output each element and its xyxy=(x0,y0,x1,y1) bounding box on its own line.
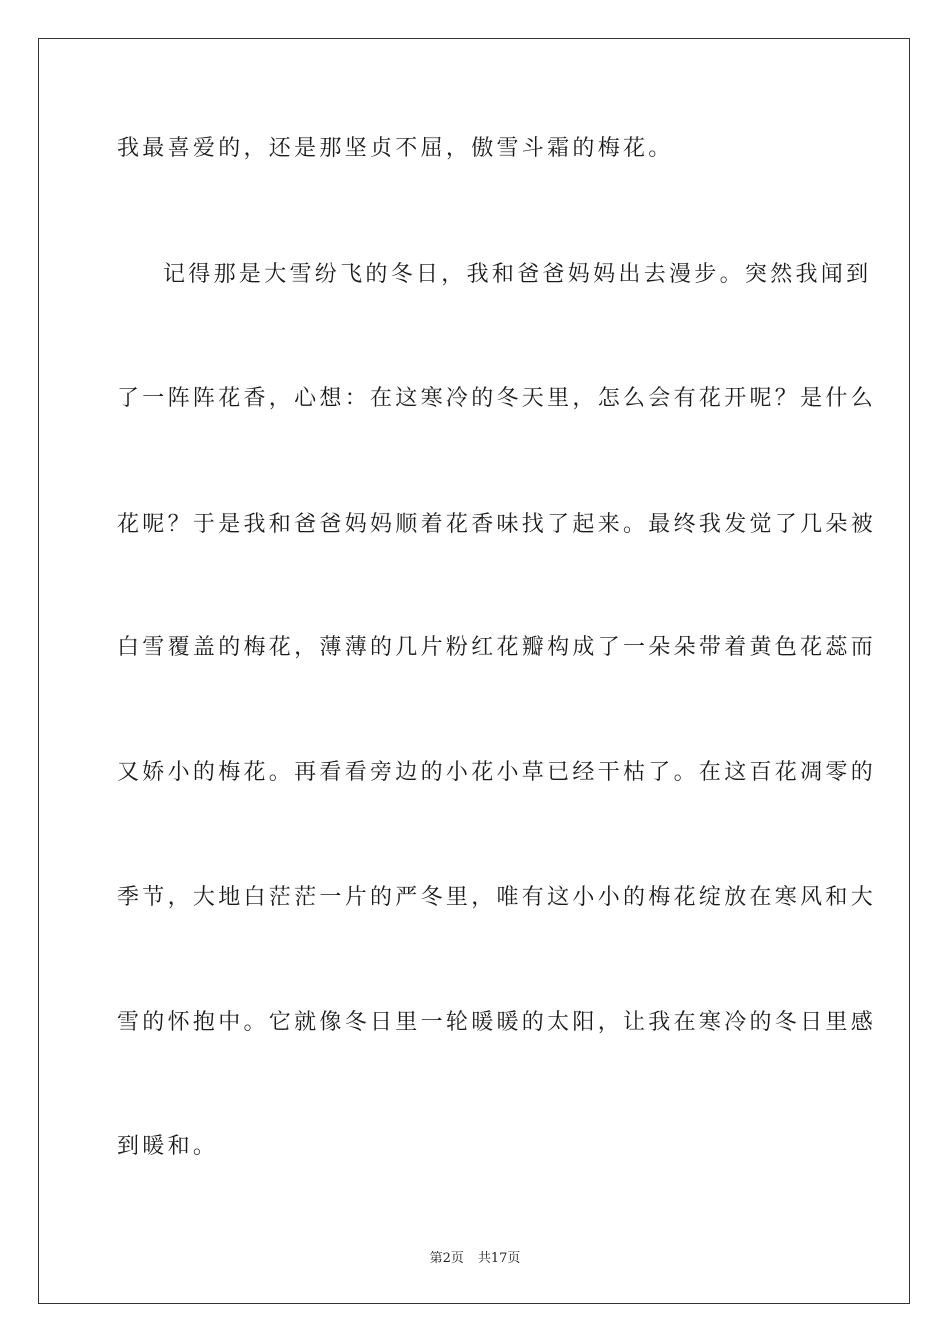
page-number: 第2页 xyxy=(429,1251,464,1266)
text-line-2: 记得那是大雪纷飞的冬日，我和爸爸妈妈出去漫步。突然我闻到 xyxy=(163,262,872,287)
text-line-6: 又娇小的梅花。再看看旁边的小花小草已经干枯了。在这百花凋零的 xyxy=(117,760,877,785)
text-line-9: 到暖和。 xyxy=(117,1134,219,1159)
text-line-8: 雪的怀抱中。它就像冬日里一轮暖暖的太阳，让我在寒冷的冬日里感 xyxy=(117,1010,877,1035)
text-line-1: 我最喜爱的，还是那坚贞不屈，傲雪斗霜的梅花。 xyxy=(117,136,674,161)
text-line-4: 花呢？于是我和爸爸妈妈顺着花香味找了起来。最终我发觉了几朵被 xyxy=(117,512,877,537)
page-total: 共17页 xyxy=(477,1251,521,1266)
page-frame xyxy=(38,38,910,1304)
page-footer xyxy=(0,1247,950,1266)
text-line-7: 季节，大地白茫茫一片的严冬里，唯有这小小的梅花绽放在寒风和大 xyxy=(117,885,877,910)
text-line-3: 了一阵阵花香，心想：在这寒冷的冬天里，怎么会有花开呢？是什么 xyxy=(117,386,877,411)
text-line-5: 白雪覆盖的梅花，薄薄的几片粉红花瓣构成了一朵朵带着黄色花蕊而 xyxy=(117,635,877,660)
